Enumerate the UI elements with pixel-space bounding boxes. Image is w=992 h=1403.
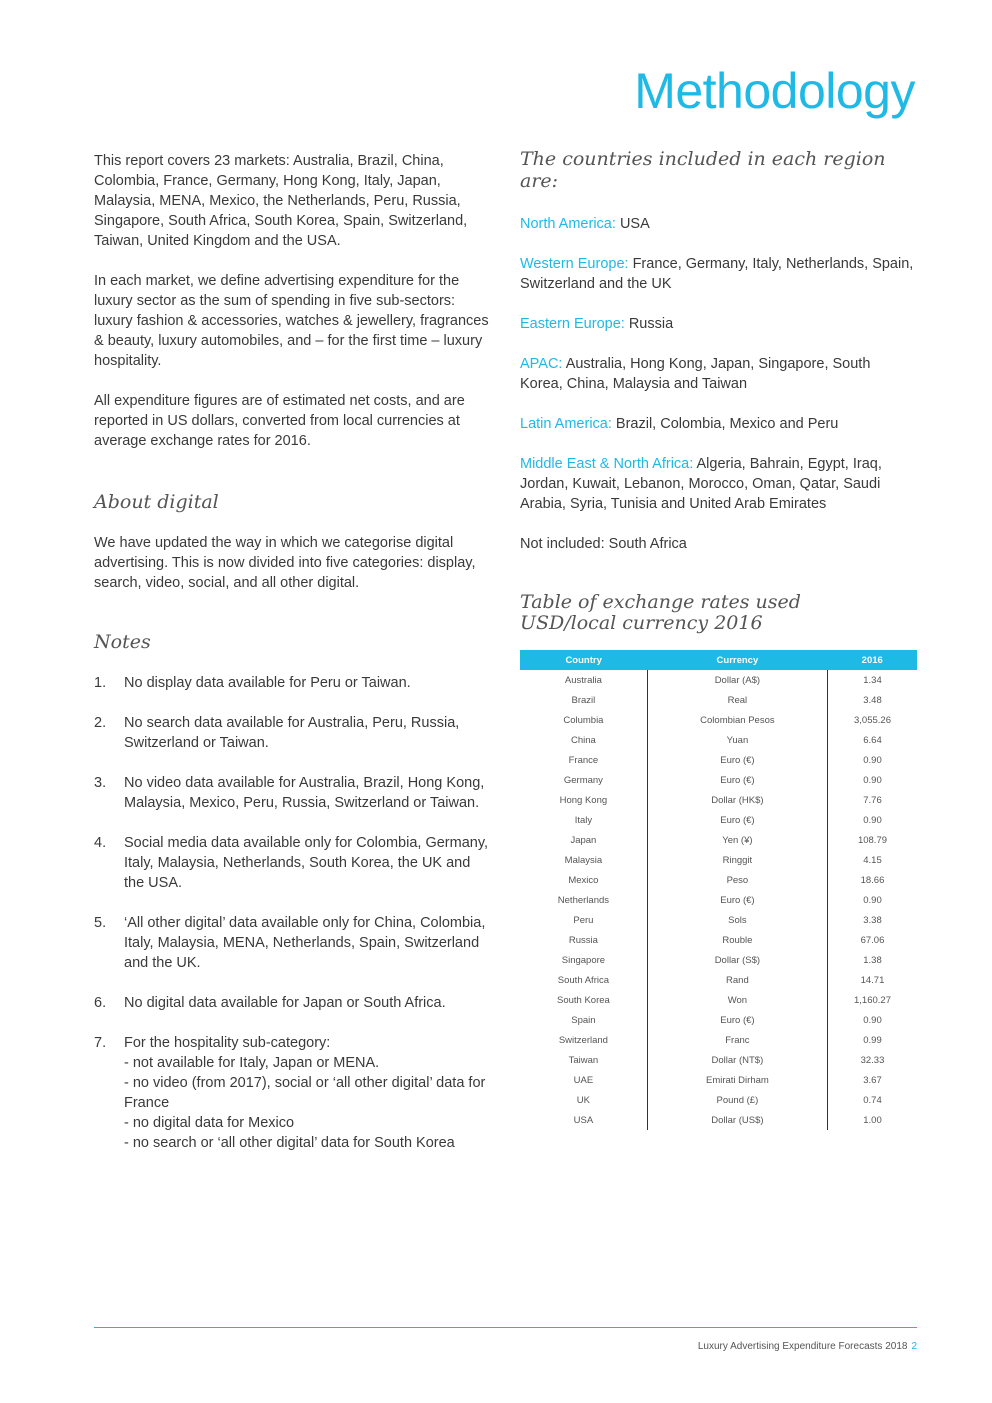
region-latin-america bbox=[520, 414, 917, 434]
cell-currency: Franc bbox=[647, 1030, 827, 1050]
cell-rate: 3.48 bbox=[863, 694, 882, 706]
cell-currency: Dollar (NT$) bbox=[647, 1050, 827, 1070]
table-row bbox=[520, 870, 917, 890]
cell-rate: 0.74 bbox=[863, 1094, 882, 1106]
cell-rate: 0.90 bbox=[863, 774, 882, 786]
cell-currency: Real bbox=[647, 690, 827, 710]
table-row bbox=[520, 790, 917, 810]
note-item bbox=[94, 673, 494, 693]
cell-rate: 0.90 bbox=[863, 894, 882, 906]
table-row bbox=[520, 710, 917, 730]
left-column bbox=[94, 151, 494, 1173]
note-text: ‘All other digital’ data available only for China, Colombia, Italy, Malaysia, MENA, Netherlands, Spain, Switzerland and the UK. bbox=[124, 915, 486, 971]
cell-country: Japan bbox=[520, 830, 647, 850]
cell-country: Taiwan bbox=[520, 1050, 647, 1070]
cell-rate: 32.33 bbox=[860, 1054, 885, 1066]
right-column bbox=[520, 148, 917, 1130]
note-item bbox=[94, 913, 494, 973]
note-line: - not available for Italy, Japan or MENA. bbox=[124, 1055, 380, 1071]
cell-rate: 1,160.27 bbox=[854, 994, 891, 1006]
note-line: - no search or ‘all other digital’ data for South Korea bbox=[124, 1135, 455, 1151]
cell-currency: Rand bbox=[647, 970, 827, 990]
note-line: - no digital data for Mexico bbox=[124, 1115, 295, 1131]
note-number: 7. bbox=[94, 1035, 107, 1051]
footer-text: Luxury Advertising Expenditure Forecasts 2018 bbox=[697, 1341, 908, 1352]
cell-country: Hong Kong bbox=[520, 790, 647, 810]
cell-rate: 6.64 bbox=[863, 734, 882, 746]
cell-country: South Korea bbox=[520, 990, 647, 1010]
cell-country: Australia bbox=[520, 670, 647, 690]
table-header-row bbox=[520, 650, 917, 670]
cell-country: Germany bbox=[520, 770, 647, 790]
cell-currency: Euro (€) bbox=[647, 770, 827, 790]
note-number: 4. bbox=[94, 835, 107, 851]
about-digital-heading: About digital bbox=[94, 491, 219, 513]
cell-rate: 3,055.26 bbox=[854, 714, 891, 726]
note-number: 3. bbox=[94, 775, 107, 791]
table-row bbox=[520, 750, 917, 770]
cell-country: Columbia bbox=[520, 710, 647, 730]
table-row bbox=[520, 1070, 917, 1090]
notes-heading: Notes bbox=[94, 631, 151, 653]
cell-country: Italy bbox=[520, 810, 647, 830]
cell-rate: 1.00 bbox=[863, 1114, 882, 1126]
cell-rate: 67.06 bbox=[860, 934, 885, 946]
note-item bbox=[94, 833, 494, 893]
cell-currency: Colombian Pesos bbox=[647, 710, 827, 730]
intro-paragraph-2: In each market, we define advertising expenditure for the luxury sector as the sum of spending in five sub-sectors: luxury fashion & accessories, watches & jewellery, fragrances & beauty, luxury automobiles, and – for the first time – luxury hospitality. bbox=[94, 273, 489, 369]
table-row bbox=[520, 810, 917, 830]
note-item bbox=[94, 993, 494, 1013]
table-row bbox=[520, 990, 917, 1010]
note-item bbox=[94, 773, 494, 813]
cell-country: UAE bbox=[520, 1070, 647, 1090]
cell-country: Switzerland bbox=[520, 1030, 647, 1050]
region-countries: Algeria, Bahrain, Egypt, Iraq, Jordan, Kuwait, Lebanon, Morocco, Oman, Qatar, Saudi Arabia, Syria, Tunisia and United Arab Emirates bbox=[520, 456, 882, 512]
cell-country: Spain bbox=[520, 1010, 647, 1030]
cell-currency: Emirati Dirham bbox=[647, 1070, 827, 1090]
cell-currency: Euro (€) bbox=[647, 1010, 827, 1030]
table-row bbox=[520, 690, 917, 710]
cell-country: Russia bbox=[520, 930, 647, 950]
cell-currency: Dollar (A$) bbox=[647, 670, 827, 690]
cell-currency: Yuan bbox=[647, 730, 827, 750]
cell-rate: 7.76 bbox=[863, 794, 882, 806]
footer bbox=[698, 1341, 917, 1352]
note-text: No digital data available for Japan or South Africa. bbox=[124, 995, 446, 1011]
page-title: Methodology bbox=[634, 63, 915, 119]
cell-currency: Euro (€) bbox=[647, 750, 827, 770]
cell-currency: Yen (¥) bbox=[647, 830, 827, 850]
cell-currency: Dollar (HK$) bbox=[647, 790, 827, 810]
note-number: 6. bbox=[94, 995, 107, 1011]
cell-country: Netherlands bbox=[520, 890, 647, 910]
cell-rate: 0.99 bbox=[863, 1034, 882, 1046]
regions-heading: The countries included in each region are: bbox=[520, 148, 886, 192]
region-north-america bbox=[520, 214, 917, 234]
cell-currency: Dollar (S$) bbox=[647, 950, 827, 970]
region-eastern-europe bbox=[520, 314, 917, 334]
table-row bbox=[520, 1010, 917, 1030]
exchange-table-heading: Table of exchange rates used USD/local currency 2016 bbox=[520, 591, 801, 634]
page-number: 2 bbox=[911, 1341, 917, 1352]
about-digital-text: We have updated the way in which we categorise digital advertising. This is now divided into five categories: display, search, video, social, and all other digital. bbox=[94, 535, 476, 591]
footer-divider bbox=[94, 1327, 917, 1328]
table-row bbox=[520, 890, 917, 910]
region-name: Eastern Europe: bbox=[520, 316, 625, 332]
region-mena bbox=[520, 454, 917, 514]
cell-rate: 0.90 bbox=[863, 1014, 882, 1026]
note-line: - no video (from 2017), social or ‘all other digital’ data for France bbox=[124, 1075, 486, 1111]
intro-paragraph-3: All expenditure figures are of estimated net costs, and are reported in US dollars, converted from local currencies at average exchange rates for 2016. bbox=[94, 393, 465, 449]
cell-country: Mexico bbox=[520, 870, 647, 890]
not-included-note: Not included: South Africa bbox=[520, 536, 687, 552]
region-countries: Brazil, Colombia, Mexico and Peru bbox=[615, 416, 839, 432]
notes-list bbox=[94, 673, 494, 1153]
cell-rate: 1.34 bbox=[863, 674, 882, 686]
table-row bbox=[520, 830, 917, 850]
note-text: No display data available for Peru or Taiwan. bbox=[124, 675, 411, 691]
table-row bbox=[520, 1050, 917, 1070]
cell-currency: Sols bbox=[647, 910, 827, 930]
cell-rate: 0.90 bbox=[863, 754, 882, 766]
cell-country: South Africa bbox=[520, 970, 647, 990]
table-row bbox=[520, 1110, 917, 1130]
cell-country: China bbox=[520, 730, 647, 750]
region-name: Western Europe: bbox=[520, 256, 629, 272]
cell-rate: 14.71 bbox=[860, 974, 885, 986]
note-number: 2. bbox=[94, 715, 107, 731]
note-item bbox=[94, 1033, 494, 1153]
table-body bbox=[520, 670, 917, 1130]
cell-currency: Euro (€) bbox=[647, 810, 827, 830]
column-header-currency: Currency bbox=[647, 650, 827, 670]
intro-paragraph-1: This report covers 23 markets: Australia, Brazil, China, Colombia, France, Germany, Hong Kong, Italy, Japan, Malaysia, MENA, Mexico, the Netherlands, Peru, Russia, Singapore, South Africa, South Korea, Spain, Switzerland, Taiwan, United Kingdom and the USA. bbox=[94, 153, 468, 249]
table-row bbox=[520, 730, 917, 750]
cell-rate: 3.38 bbox=[863, 914, 882, 926]
cell-currency: Pound (£) bbox=[647, 1090, 827, 1110]
column-header-year: 2016 bbox=[827, 650, 917, 670]
column-header-country: Country bbox=[520, 650, 647, 670]
cell-currency: Dollar (US$) bbox=[647, 1110, 827, 1130]
table-row bbox=[520, 1030, 917, 1050]
table-row bbox=[520, 770, 917, 790]
region-name: Middle East & North Africa: bbox=[520, 456, 694, 472]
region-name: North America: bbox=[520, 216, 616, 232]
note-item bbox=[94, 713, 494, 753]
region-name: APAC: bbox=[520, 356, 563, 372]
note-text: Social media data available only for Colombia, Germany, Italy, Malaysia, Netherlands, South Korea, the UK and the USA. bbox=[124, 835, 489, 891]
cell-currency: Euro (€) bbox=[647, 890, 827, 910]
region-apac bbox=[520, 354, 917, 394]
cell-country: France bbox=[520, 750, 647, 770]
cell-rate: 108.79 bbox=[857, 834, 888, 846]
note-line: For the hospitality sub-category: bbox=[124, 1035, 331, 1051]
region-name: Latin America: bbox=[520, 416, 612, 432]
note-number: 1. bbox=[94, 675, 107, 691]
table-row bbox=[520, 950, 917, 970]
cell-rate: 4.15 bbox=[863, 854, 882, 866]
cell-country: Peru bbox=[520, 910, 647, 930]
region-countries: Australia, Hong Kong, Japan, Singapore, South Korea, China, Malaysia and Taiwan bbox=[520, 356, 871, 392]
exchange-rates-table bbox=[520, 650, 917, 1130]
cell-currency: Peso bbox=[647, 870, 827, 890]
cell-country: USA bbox=[520, 1110, 647, 1130]
table-row bbox=[520, 910, 917, 930]
region-countries: USA bbox=[619, 216, 650, 232]
cell-country: Brazil bbox=[520, 690, 647, 710]
table-row bbox=[520, 1090, 917, 1110]
table-row bbox=[520, 850, 917, 870]
cell-country: Malaysia bbox=[520, 850, 647, 870]
table-row bbox=[520, 670, 917, 690]
cell-country: Singapore bbox=[520, 950, 647, 970]
table-row bbox=[520, 970, 917, 990]
cell-rate: 18.66 bbox=[860, 874, 885, 886]
cell-currency: Rouble bbox=[647, 930, 827, 950]
table-row bbox=[520, 930, 917, 950]
cell-rate: 0.90 bbox=[863, 814, 882, 826]
note-number: 5. bbox=[94, 915, 107, 931]
region-countries: France, Germany, Italy, Netherlands, Spain, Switzerland and the UK bbox=[520, 256, 914, 292]
note-text: No video data available for Australia, Brazil, Hong Kong, Malaysia, Mexico, Peru, Russia, Switzerland or Taiwan. bbox=[124, 775, 485, 811]
cell-rate: 3.67 bbox=[863, 1074, 882, 1086]
cell-currency: Won bbox=[647, 990, 827, 1010]
region-countries: Russia bbox=[628, 316, 674, 332]
cell-country: UK bbox=[520, 1090, 647, 1110]
note-text: No search data available for Australia, Peru, Russia, Switzerland or Taiwan. bbox=[124, 715, 460, 751]
cell-rate: 1.38 bbox=[863, 954, 882, 966]
cell-currency: Ringgit bbox=[647, 850, 827, 870]
region-western-europe bbox=[520, 254, 917, 294]
